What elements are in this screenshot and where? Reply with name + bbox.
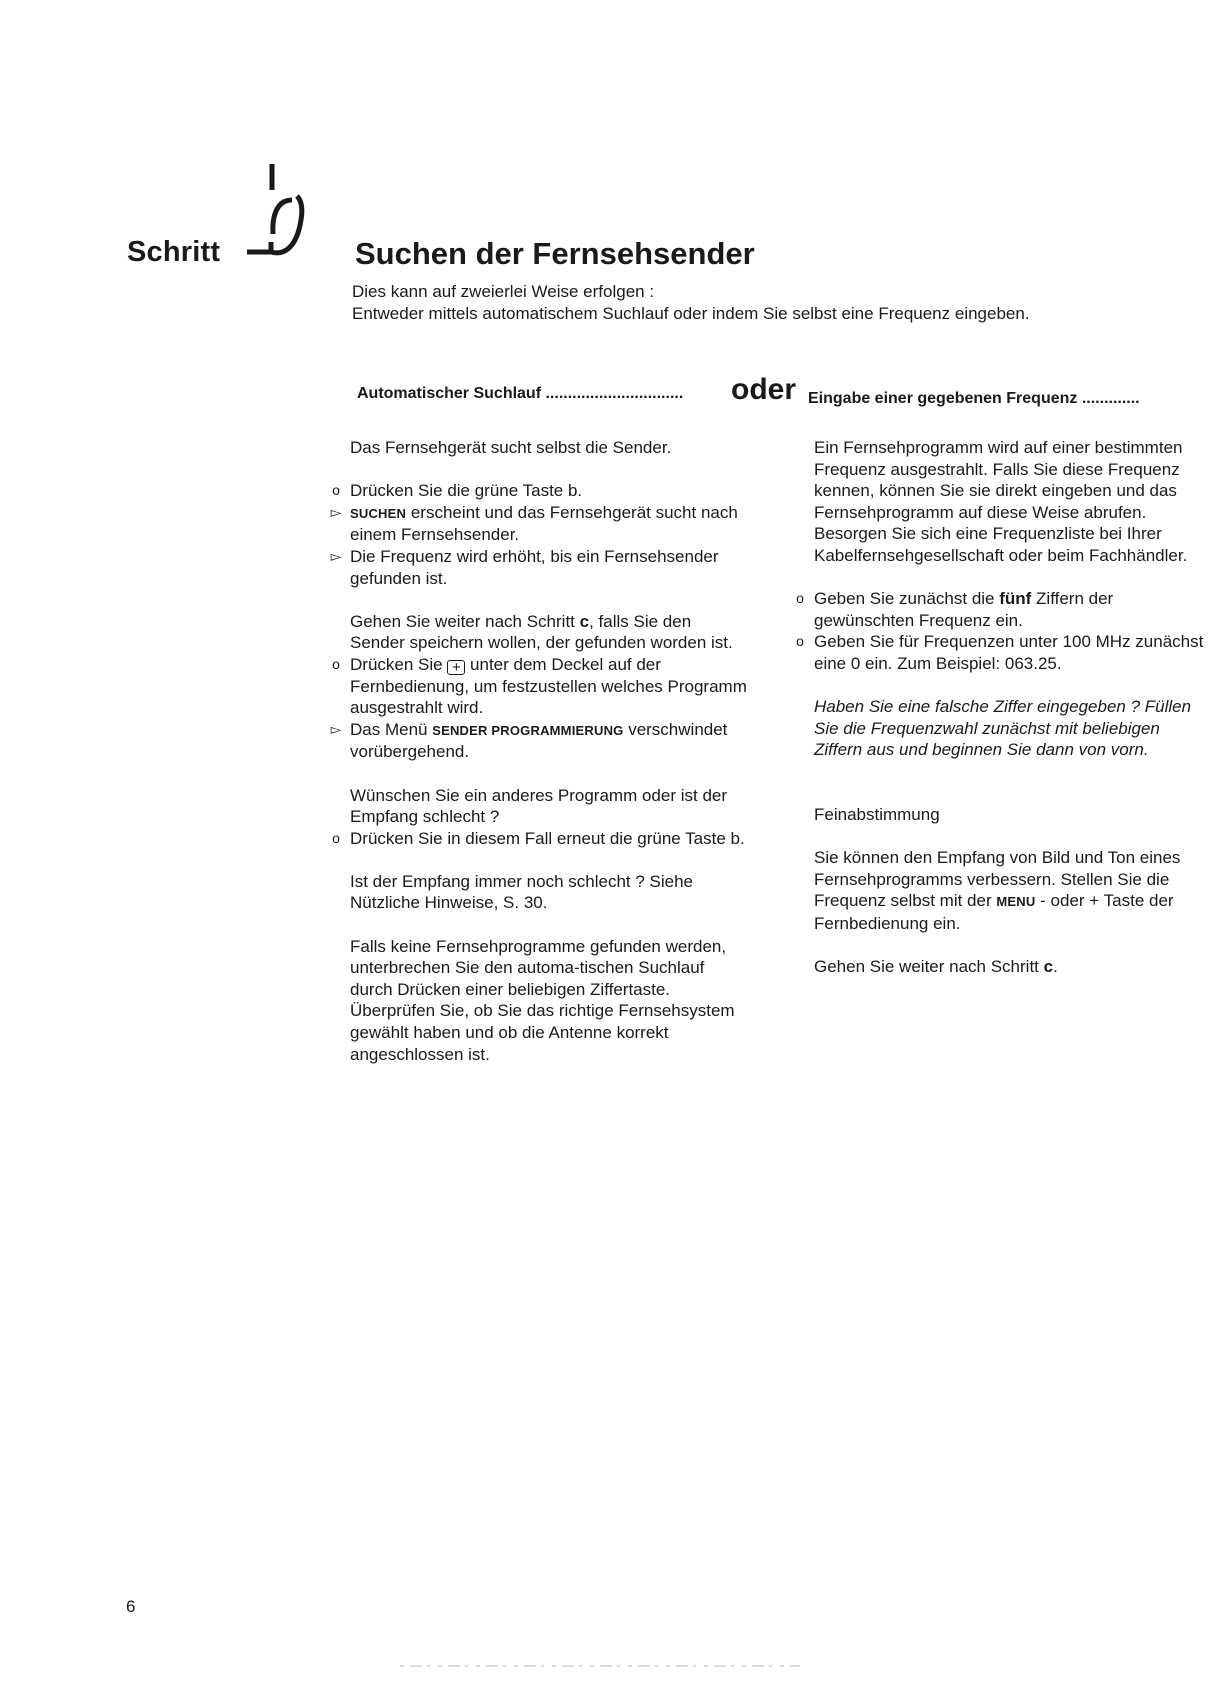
menu-key-label: MENU xyxy=(996,894,1036,910)
left-bullet-3: ▻ Die Frequenz wird erhöht, bis ein Fernsehsender gefunden ist. xyxy=(350,546,750,589)
manual-frequency-column xyxy=(796,437,1209,978)
automatic-search-column xyxy=(330,437,750,1065)
suchen-key-label: SUCHEN xyxy=(350,505,407,521)
right-paragraph-1: Ein Fernsehprogramm wird auf einer bestimmten Frequenz ausgestrahlt. Falls Sie diese Frequenz kennen, können Sie sie direkt eingeben und das Fernsehprogramm auf diese Weise abrufen. Besorgen Sie sich eine Frequenzliste bei Ihrer Kabelfernsehgesellschaft oder beim Fachhändler. xyxy=(814,438,1188,565)
circle-bullet-icon: o xyxy=(332,482,340,499)
left-paragraph-5: Falls keine Fernsehprogramme gefunden werden, unterbrechen Sie den automa-tischen Suchlauf durch Drücken einer beliebigen Ziffertaste. xyxy=(350,936,727,999)
page-title: Suchen der Fernsehsender xyxy=(355,236,755,271)
circle-bullet-icon: o xyxy=(796,633,804,650)
triangle-bullet-icon: ▻ xyxy=(330,720,342,737)
left-bullet-6: o Drücken Sie in diesem Fall erneut die grüne Taste b. xyxy=(350,828,750,850)
right-bullet-1: o Geben Sie zunächst die fünf Ziffern der gewünschten Frequenz ein. xyxy=(814,588,1209,631)
left-bullet-1: o Drücken Sie die grüne Taste b. xyxy=(350,480,750,502)
fine-tuning-heading: Feinabstimmung xyxy=(814,805,940,825)
option-or-word: oder xyxy=(731,373,797,406)
left-bullet-5: ▻ Das Menü SENDER PROGRAMMIERUNG verschwindet vorübergehend. xyxy=(350,719,750,763)
circle-bullet-icon: o xyxy=(796,590,804,607)
intro-line-2: Entweder mittels automatischem Suchlauf oder indem Sie selbst eine Frequenz eingeben. xyxy=(352,304,1030,323)
scan-artifact-line xyxy=(400,1665,800,1667)
step-label: Schritt xyxy=(127,236,221,268)
left-bullet-2: ▻ SUCHEN erscheint und das Fernsehgerät sucht nach einem Fernsehsender. xyxy=(350,502,750,546)
info-key-icon: + xyxy=(447,660,465,675)
left-paragraph-6: Überprüfen Sie, ob Sie das richtige Fernsehsystem gewählt haben und ob die Antenne korrekt angeschlossen ist. xyxy=(350,1001,735,1064)
left-paragraph-3: Wünschen Sie ein anderes Programm oder ist der Empfang schlecht ? xyxy=(350,785,728,827)
right-paragraph-3: Gehen Sie weiter nach Schritt c. xyxy=(814,957,1058,977)
triangle-bullet-icon: ▻ xyxy=(330,503,342,520)
circle-bullet-icon: o xyxy=(332,655,340,672)
option-manual-heading: Eingabe einer gegebenen Frequenz ............. xyxy=(808,390,1140,407)
circle-bullet-icon: o xyxy=(332,829,340,846)
menu-name-label: SENDER PROGRAMMIERUNG xyxy=(432,722,624,738)
left-bullet-4: o Drücken Sie + unter dem Deckel auf der Fernbedienung, um festzustellen welches Programm ausgestrahlt wird. xyxy=(350,654,750,719)
left-intro: Das Fernsehgerät sucht selbst die Sender. xyxy=(350,438,672,457)
intro-text xyxy=(352,281,1030,325)
right-bullet-2: o Geben Sie für Frequenzen unter 100 MHz zunächst eine 0 ein. Zum Beispiel: 063.25. xyxy=(814,631,1209,674)
page-number: 6 xyxy=(126,1597,136,1616)
option-automatic-heading: Automatischer Suchlauf ............................... xyxy=(357,385,684,402)
right-paragraph-2: Sie können den Empfang von Bild und Ton eines Fernsehprogramms verbessern. Stellen Sie die Frequenz selbst mit der MENU - oder + Taste der Fernbedienung ein. xyxy=(814,848,1181,934)
left-paragraph-2: Gehen Sie weiter nach Schritt c, falls Sie den Sender speichern wollen, der gefunden worden ist. xyxy=(350,611,733,653)
left-paragraph-4: Ist der Empfang immer noch schlecht ? Siehe Nützliche Hinweise, S. 30. xyxy=(350,871,693,913)
triangle-bullet-icon: ▻ xyxy=(330,547,342,564)
right-italic-note: Haben Sie eine falsche Ziffer eingegeben ? Füllen Sie die Frequenzwahl zunächst mit beliebigen Ziffern aus und beginnen Sie dann von vorn. xyxy=(814,697,1192,760)
intro-line-1: Dies kann auf zweierlei Weise erfolgen : xyxy=(352,282,655,301)
step-number-glyph xyxy=(245,160,335,280)
